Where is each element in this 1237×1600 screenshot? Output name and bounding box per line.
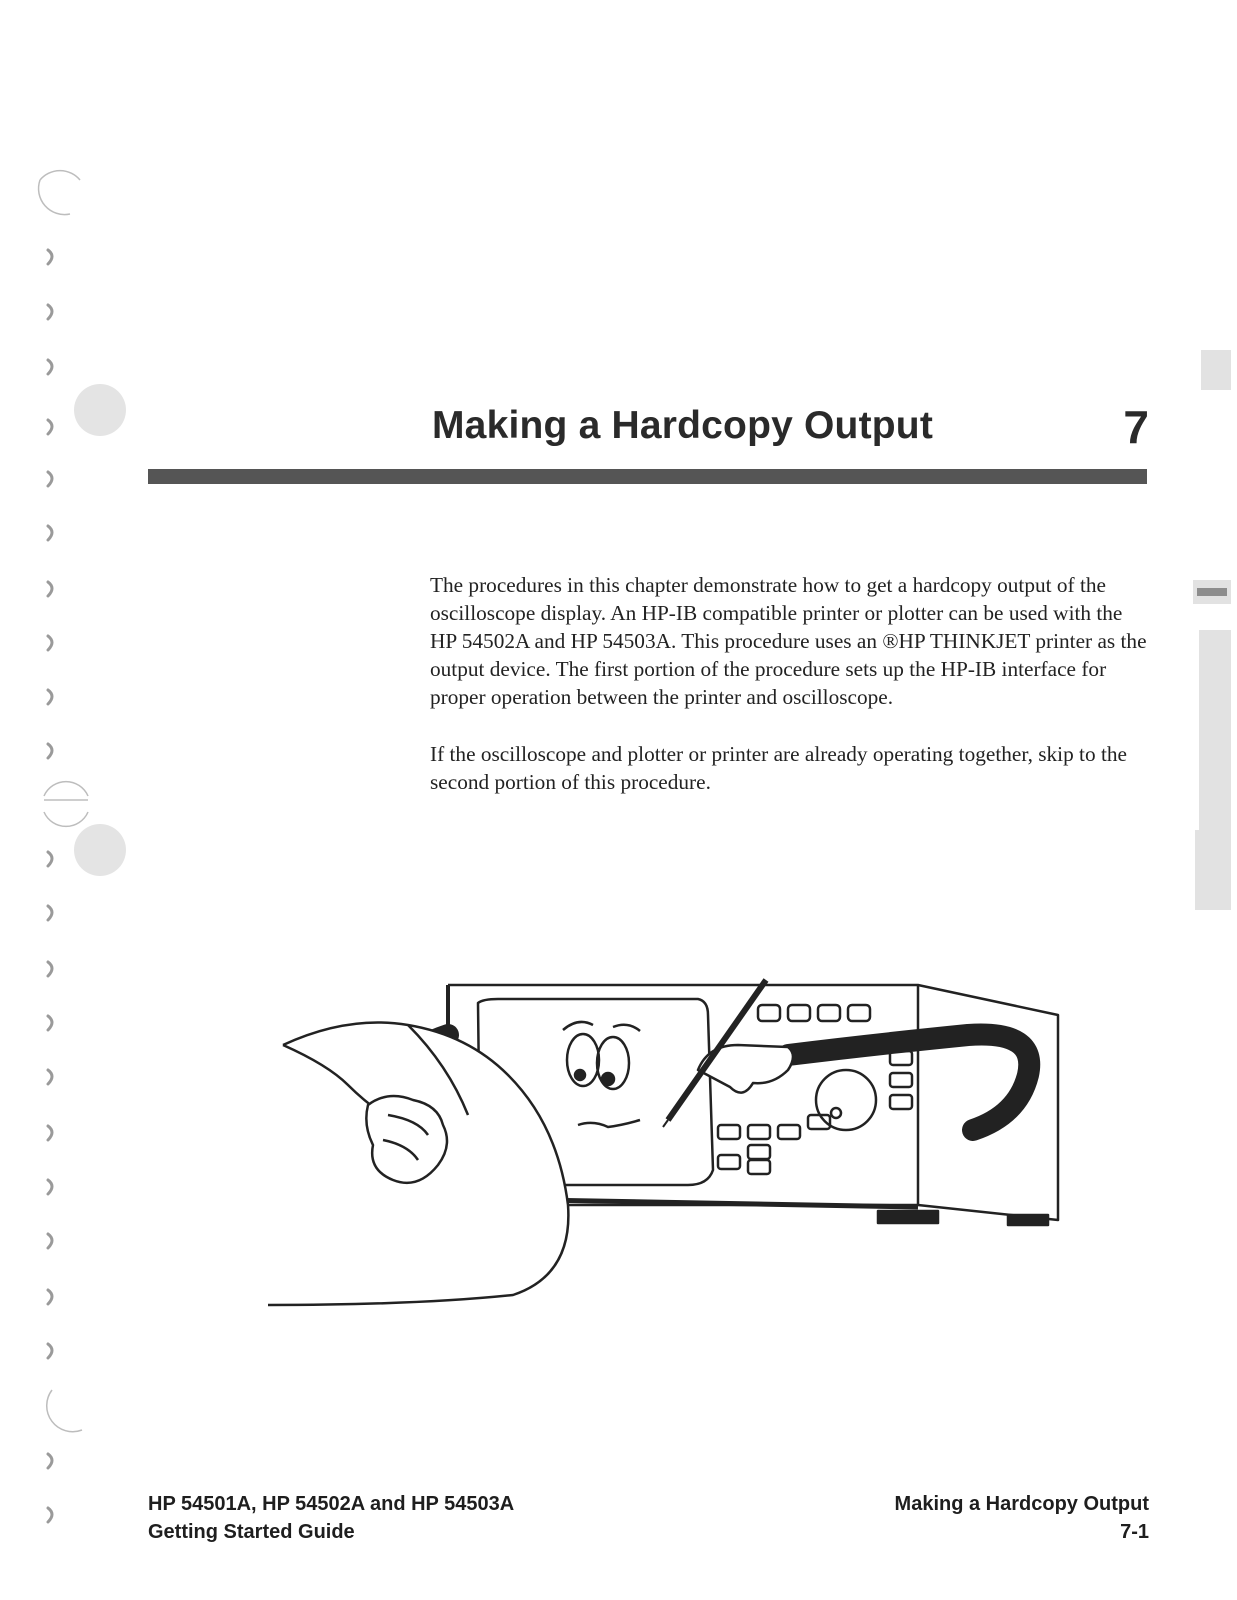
chapter-intro <box>430 571 1150 825</box>
footer-model-line: HP 54501A, HP 54502A and HP 54503A <box>148 1493 515 1515</box>
footer-chapter-title: Making a Hardcopy Output <box>894 1493 1149 1515</box>
intro-paragraph: The procedures in this chapter demonstrate how to get a hardcopy output of the oscilloscope display. An HP-IB compatible printer or plotter can be used with the HP 54502A and HP 54503A. This procedure uses an ®HP THINKJET printer as the output device. The first portion of the procedure sets up the HP-IB interface for proper operation between the printer and oscilloscope. <box>430 573 1147 709</box>
chapter-rule <box>148 469 1147 484</box>
binder-holes-decoration <box>0 0 140 1600</box>
chapter-title: Making a Hardcopy Output <box>432 404 934 447</box>
footer-guide-line: Getting Started Guide <box>148 1521 355 1543</box>
footer-page-number: 7-1 <box>1120 1521 1149 1543</box>
scan-edge-decoration <box>1187 330 1237 1230</box>
oscilloscope-cartoon-icon <box>268 975 1088 1340</box>
footer-page-info <box>895 1490 1149 1546</box>
chapter-number: 7 <box>1123 401 1149 453</box>
intro-paragraph: If the oscilloscope and plotter or printer are already operating together, skip to the second portion of this procedure. <box>430 742 1127 794</box>
footer-guide-title <box>148 1490 514 1546</box>
